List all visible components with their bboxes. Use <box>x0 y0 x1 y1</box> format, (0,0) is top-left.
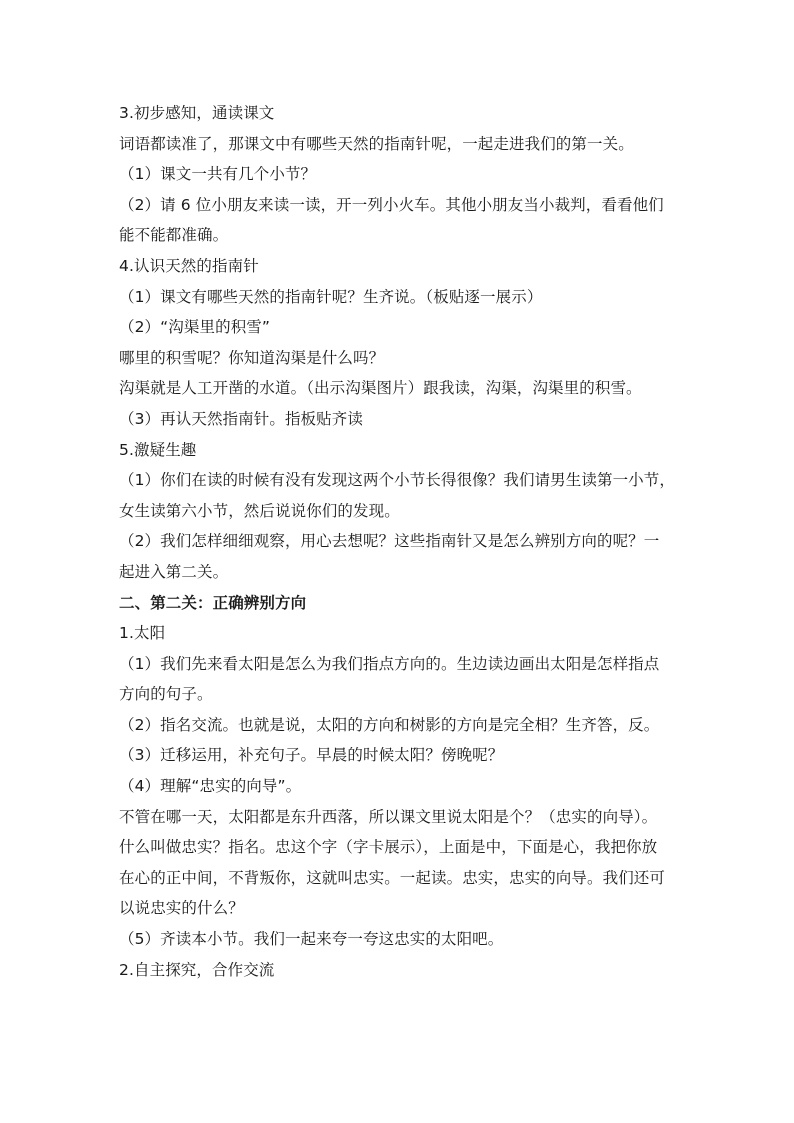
list-item: （3）再认天然指南针。指板贴齐读 <box>119 409 363 428</box>
heading-3-intro: 3.初步感知，通读课文 <box>119 104 275 122</box>
list-item: （1）课文一共有几个小节？ <box>119 165 317 184</box>
document-body <box>119 98 689 985</box>
list-item-continued: 能不能都准确。 <box>119 226 229 245</box>
paragraph: 在心的正中间，不背叛你，这就叫忠实。一起读。忠实，忠实的向导。我们还可 <box>119 868 666 887</box>
list-item: （4）理解“忠实的向导”。 <box>119 777 302 796</box>
list-item: （2）请 6 位小朋友来读一读，开一列小火车。其他小朋友当小裁判，看看他们 <box>119 195 664 214</box>
list-item: （3）迁移运用，补充句子。早晨的时候太阳？傍晚呢？ <box>119 746 504 765</box>
paragraph: 词语都读准了，那课文中有哪些天然的指南针呢，一起走进我们的第一关。 <box>119 134 634 153</box>
paragraph: 什么叫做忠实？指名。忠这个字（字卡展示），上面是中，下面是心，我把你放 <box>119 838 658 857</box>
list-item: （2）指名交流。也就是说，太阳的方向和树影的方向是完全相？生齐答，反。 <box>119 715 660 734</box>
list-item: （1）我们先来看太阳是怎么为我们指点方向的。生边读边画出太阳是怎样指点 <box>119 654 660 673</box>
heading-sun: 1.太阳 <box>119 624 166 643</box>
list-item: （1）课文有哪些天然的指南针呢？生齐说。（板贴逐一展示） <box>119 287 543 306</box>
paragraph: 不管在哪一天，太阳都是东升西落，所以课文里说太阳是个？（忠实的向导）。 <box>119 807 658 826</box>
paragraph: 沟渠就是人工开凿的水道。（出示沟渠图片）跟我读，沟渠，沟渠里的积雪。 <box>119 379 642 398</box>
paragraph: 以说忠实的什么？ <box>119 899 244 918</box>
list-item: （2）我们怎样细细观察，用心去想呢？这些指南针又是怎么辨别方向的呢？一 <box>119 532 660 551</box>
heading-5-interest: 5.激疑生趣 <box>119 440 197 459</box>
heading-4-compass: 4.认识天然的指南针 <box>119 256 259 275</box>
heading-explore: 2.自主探究，合作交流 <box>119 960 275 979</box>
list-item: （1）你们在读的时候有没有发现这两个小节长得很像？我们请男生读第一小节， <box>119 471 675 490</box>
list-item-continued: 女生读第六小节，然后说说你们的发现。 <box>119 501 400 520</box>
list-item-continued: 起进入第二关。 <box>119 562 229 581</box>
paragraph: 哪里的积雪呢？你知道沟渠是什么吗？ <box>119 348 385 367</box>
list-item: （2）“沟渠里的积雪” <box>119 318 271 337</box>
list-item-continued: 方向的句子。 <box>119 685 213 704</box>
section-heading-level-two: 二、第二关：正确辨别方向 <box>119 593 307 612</box>
list-item: （5）齐读本小节。我们一起来夸一夸这忠实的太阳吧。 <box>119 930 504 949</box>
